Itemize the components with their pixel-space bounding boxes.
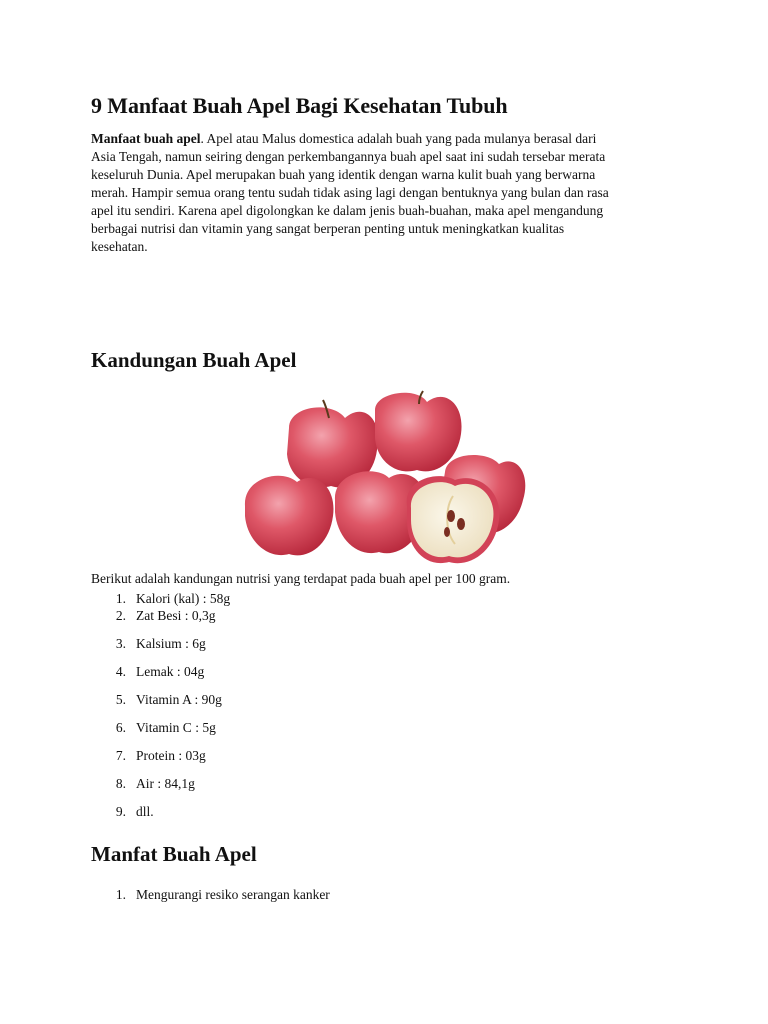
list-text: Vitamin C : 5g [136,720,216,735]
list-number: 2. [115,608,126,623]
intro-line: merah. Hampir semua orang tentu sudah tidak asing lagi dengan bentuknya yang bulan dan rasa [91,185,609,200]
section-heading-manfaat: Manfat Buah Apel [91,842,257,866]
list-text: Kalori (kal) : 58g [136,591,231,606]
list-text: Zat Besi : 0,3g [136,608,216,623]
page-title: 9 Manfaat Buah Apel Bagi Kesehatan Tubuh [91,93,508,118]
list-number: 1. [115,887,126,902]
intro-line: Asia Tengah, namun seiring dengan perkembangannya buah apel saat ini sudah tersebar merata [91,149,606,164]
apples-photo [241,388,527,572]
list-number: 7. [115,748,126,763]
intro-line: keseluruh Dunia. Apel merupakan buah yang identik dengan warna kulit buah yang berwarna [91,167,596,182]
intro-line: kesehatan. [91,239,148,254]
intro-line: . Apel atau Malus domestica adalah buah yang pada mulanya berasal dari [200,131,597,146]
list-text: Protein : 03g [136,748,206,763]
intro-lead: Manfaat buah apel [91,131,201,146]
apple-half [407,476,500,563]
list-number: 8. [115,776,126,791]
section-heading-kandungan: Kandungan Buah Apel [91,348,297,372]
apple-front-left [245,476,334,556]
list-text: dll. [136,804,154,819]
list-number: 3. [115,636,126,651]
list-number: 9. [115,804,126,819]
list-number: 5. [115,692,126,707]
list-number: 1. [115,591,126,606]
list-text: Kalsium : 6g [136,636,206,651]
intro-line: berbagai nutrisi dan vitamin yang sangat berperan penting untuk meningkatkan kualitas [91,221,565,236]
list-text: Mengurangi resiko serangan kanker [136,887,330,902]
nutrition-caption: Berikut adalah kandungan nutrisi yang terdapat pada buah apel per 100 gram. [91,571,511,586]
intro-paragraph [91,130,681,256]
intro-line: apel itu sendiri. Karena apel digolongkan ke dalam jenis buah-buahan, maka apel mengandung [91,203,604,218]
list-number: 6. [115,720,126,735]
list-text: Lemak : 04g [136,664,205,679]
list-text: Vitamin A : 90g [136,692,222,707]
apple-back-center [375,391,462,471]
list-number: 4. [115,664,126,679]
list-text: Air : 84,1g [136,776,195,791]
